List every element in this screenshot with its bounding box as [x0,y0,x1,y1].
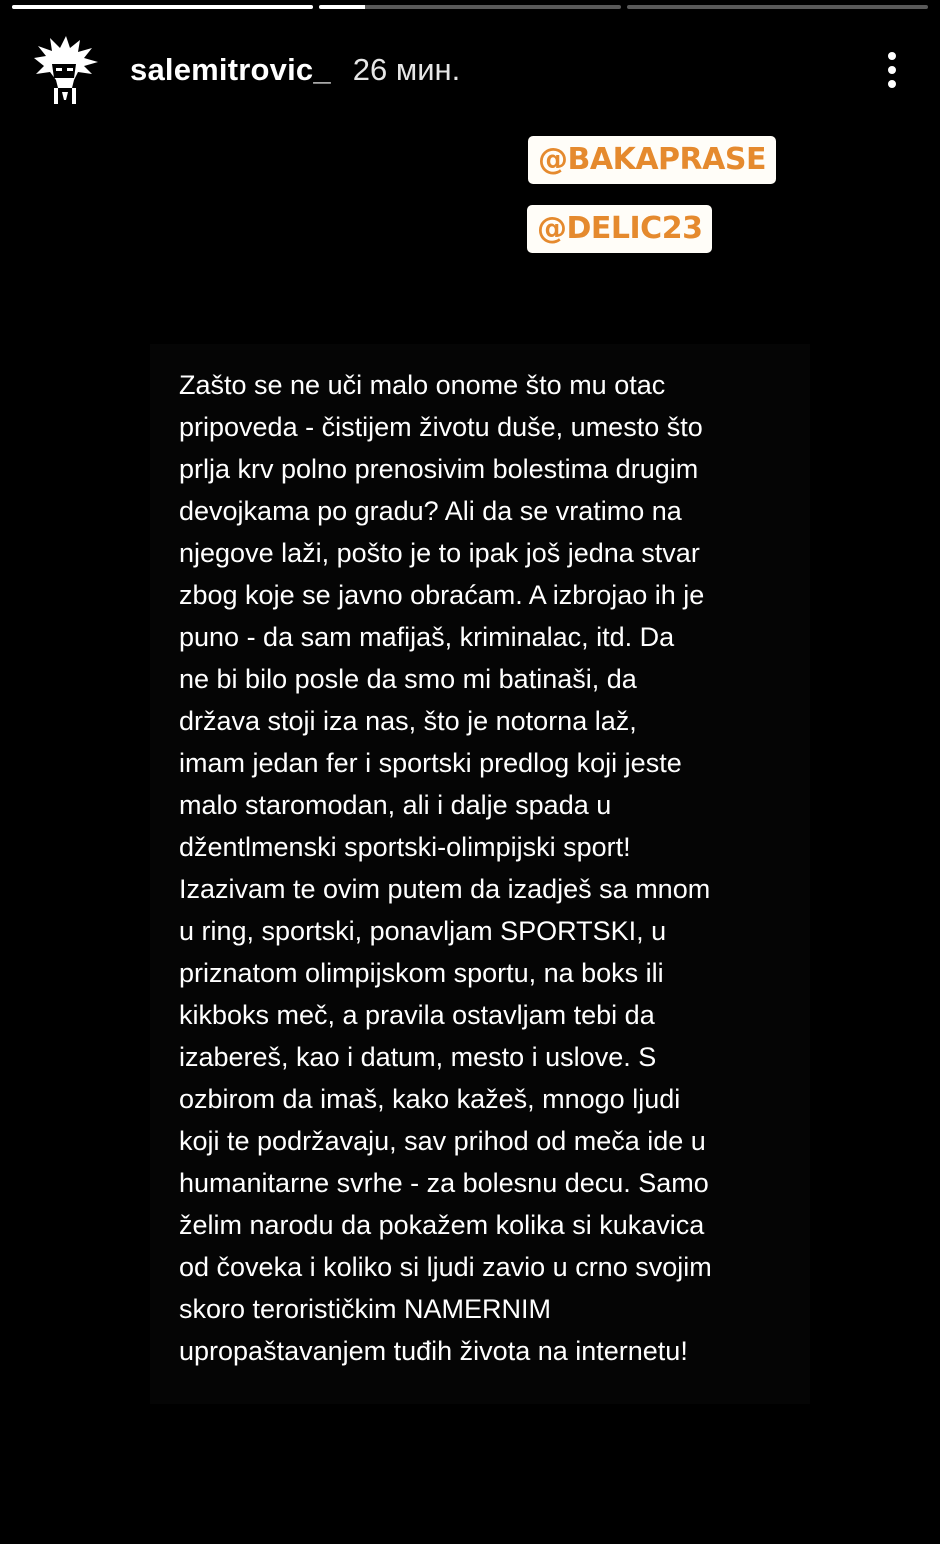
story-header [28,32,912,108]
progress-segment-3 [627,5,928,9]
mention-sticker-delic23[interactable]: @DELIC23 [527,205,712,253]
more-dot-2 [888,66,896,74]
more-dot-1 [888,52,896,60]
avatar-icon[interactable] [28,34,100,106]
progress-segment-1 [12,5,313,9]
post-time: 26 мин. [352,52,461,87]
story-progress-bar [12,5,928,9]
username[interactable]: salemitrovic_ [130,52,331,87]
story-text: Zašto se ne uči malo onome što mu otac pripoveda - čistijem životu duše, umesto što prlja krv polno prenosivim bolestima drugim devojkama po gradu? Ali da se vratimo na njegove laži, pošto je to ipak još jedna stvar zbog koje se javno obraćam. A izbrojao ih je puno - da sam mafijaš, kriminalac, itd. Da ne bi bilo posle da smo mi batinaši, da država stoji iza nas, što je notorna laž, imam jedan fer i sportski predlog koji jeste malo staromodan, ali i dalje spada u džentlmenski sportski-olimpijski sport! Izazivam te ovim putem da izadješ sa mnom u ring, sportski, ponavljam SPORTSKI, u priznatom olimpijskom sportu, na boks ili kikboks meč, a pravila ostavljam tebi da izabereš, kao i datum, mesto i uslove. S ozbirom da imaš, kako kažeš, mnogo ljudi koji te podržavaju, sav prihod od meča ide u humanitarne svrhe - za bolesnu decu. Samo želim narodu da pokažem kolika si kukavica od čoveka i koliko si ljudi zavio u crno svojim skoro terorističkim NAMERNIM upropaštavanjem tuđih života na internetu! [179,370,712,1366]
mention-sticker-bakaprase[interactable]: @BAKAPRASE [528,136,776,184]
more-vertical-icon[interactable] [872,40,912,100]
more-dot-3 [888,80,896,88]
progress-fill-2 [319,5,364,9]
progress-fill-1 [12,5,313,9]
progress-segment-2 [319,5,620,9]
